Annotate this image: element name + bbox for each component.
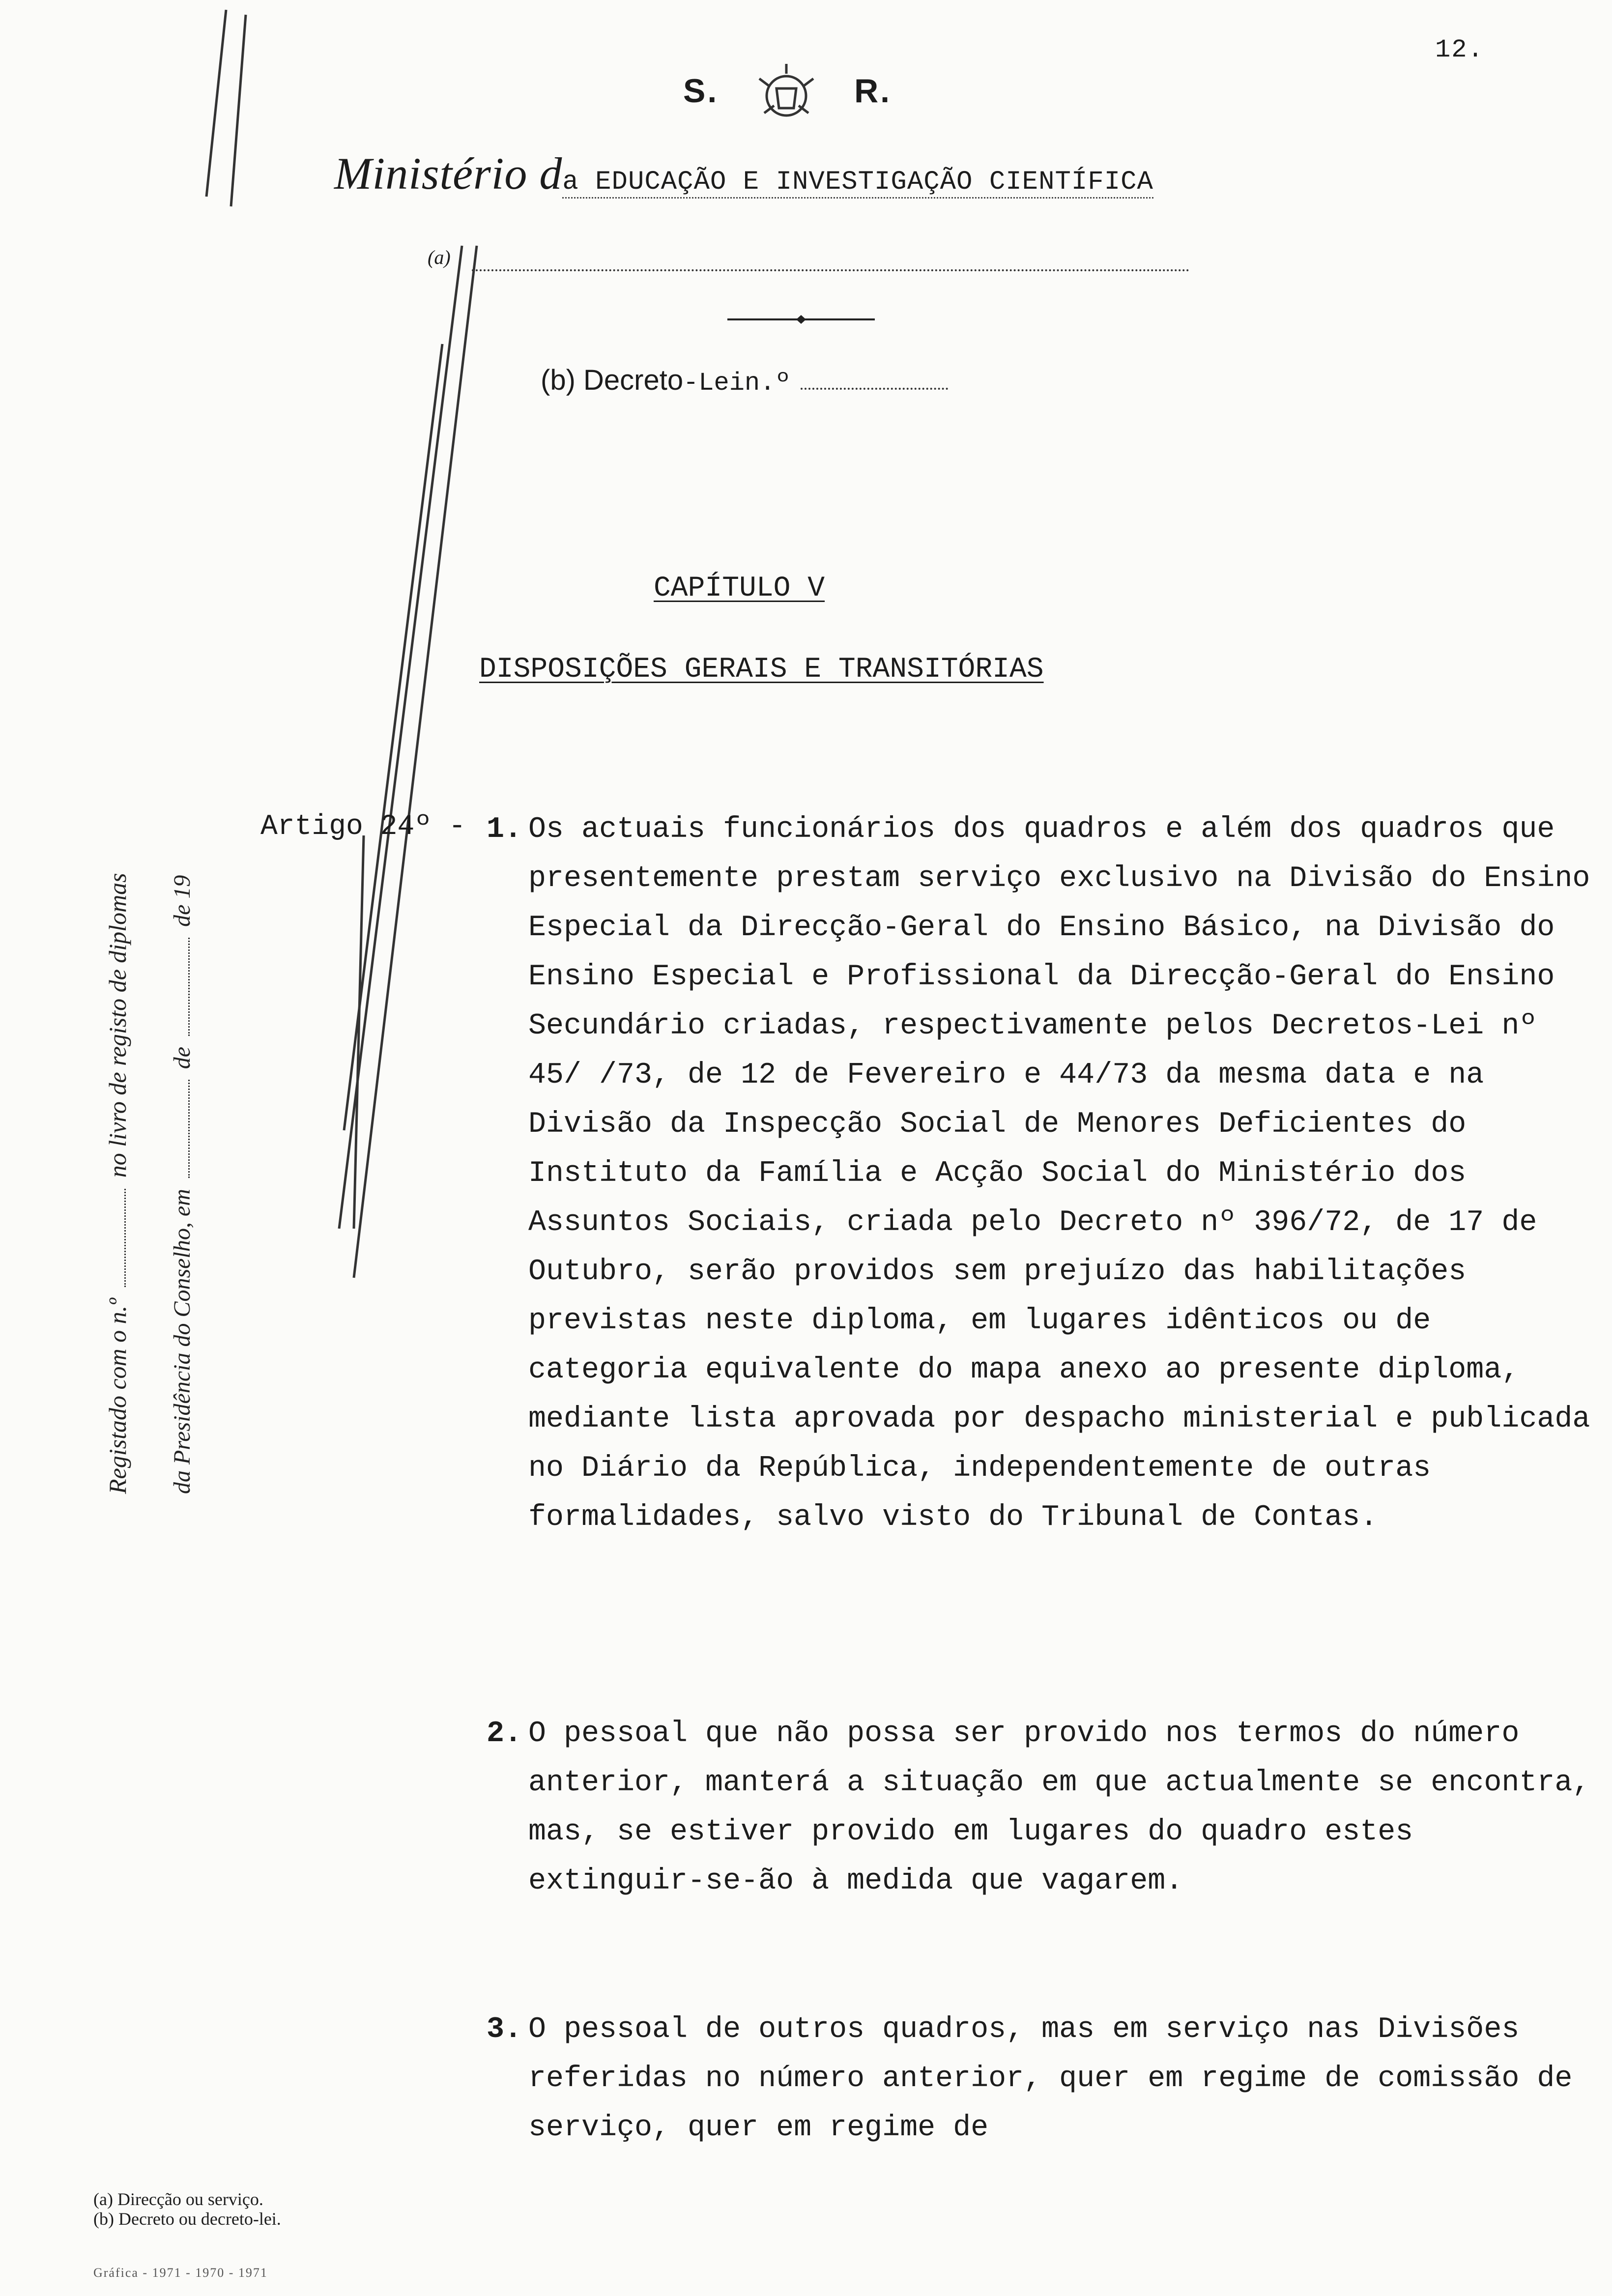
decree-number-line <box>801 388 948 390</box>
decree-label: (b) Decreto <box>541 364 684 396</box>
registration-sidebar <box>103 873 196 1494</box>
footnotes <box>93 2189 281 2229</box>
decree-suffix: -Lein.º <box>683 369 791 398</box>
sidebar-blank <box>124 1189 126 1287</box>
sidebar-row-1 <box>103 873 132 1494</box>
republic-header <box>683 59 892 128</box>
service-field-label: (a) <box>428 246 451 268</box>
paragraph-text: O pessoal de outros quadros, mas em serviço nas Divisões referidas no número anterior, quer em regime de comissão de serviço, quer em regime de <box>528 2013 1573 2145</box>
printer-imprint: Gráfica - 1971 - 1970 - 1971 <box>93 2266 268 2280</box>
coat-of-arms-icon <box>749 59 823 128</box>
sidebar-label: no livro de registo de diplomas <box>104 873 131 1178</box>
paragraph-number: 3. <box>487 2013 522 2046</box>
sidebar-blank <box>188 1080 190 1178</box>
sidebar-label: de <box>169 1046 195 1069</box>
sidebar-blank <box>188 938 190 1036</box>
ministry-name: a EDUCAÇÃO E INVESTIGAÇÃO CIENTÍFICA <box>562 167 1153 199</box>
page-number: 12. <box>1435 35 1484 64</box>
paragraph-number: 1. <box>487 813 522 846</box>
service-field-line <box>472 269 1189 271</box>
article-paragraph-2 <box>487 1709 1605 1906</box>
sidebar-label: de 19 <box>169 875 195 927</box>
sidebar-row-2 <box>169 873 196 1494</box>
ministry-prefix: Ministério d <box>334 148 563 199</box>
header-left-letter: S. <box>683 72 719 110</box>
chapter-subtitle: DISPOSIÇÕES GERAIS E TRANSITÓRIAS <box>479 654 1044 686</box>
footnote-a: (a) Direcção ou serviço. <box>93 2189 263 2209</box>
paragraph-text: Os actuais funcionários dos quadros e além dos quadros que presentemente prestam serviço exclusivo na Divisão do Ensino Especial da Direcção-Geral do Ensino Básico, na Divisão do Ensino Especial e Profissional da Direcção-Geral do Ensino Secundário criadas, respectivamente pelos Decretos-Lei nº 45/ /73, de 12 de Fevereiro e 44/73 da mesma data e na Divisão da Inspecção Social de Menores Deficientes do Instituto da Família e Acção Social do Ministério dos Assuntos Sociais, criada pelo Decreto nº 396/72, de 17 de Outubro, serão providos sem prejuízo das habilitações previstas neste diploma, em lugares idênticos ou de categoria equivalente do mapa anexo ao presente diploma, mediante lista aprovada por despacho ministerial e publicada no Diário da República, independentemente de outras formalidades, salvo visto do Tribunal de Contas. <box>528 813 1590 1534</box>
paragraph-text: O pessoal que não possa ser provido nos termos do número anterior, manterá a situação em que actualmente se encontra, mas, se estiver provido em lugares do quadro estes extinguir-se-ão à medida que vagarem. <box>528 1717 1590 1898</box>
article-paragraph-3 <box>487 2005 1605 2152</box>
ornament-divider <box>727 312 875 327</box>
article-label: Artigo 24º - <box>260 811 466 843</box>
sidebar-label: da Presidência do Conselho, em <box>169 1189 195 1494</box>
paragraph-number: 2. <box>487 1717 522 1751</box>
ministry-line <box>334 147 1153 200</box>
header-right-letter: R. <box>854 72 892 110</box>
chapter-title: CAPÍTULO V <box>654 573 825 604</box>
footnote-b: (b) Decreto ou decreto-lei. <box>93 2209 281 2229</box>
sidebar-label: Registado com o n.º <box>104 1298 131 1494</box>
decree-line <box>541 364 948 398</box>
article-paragraph-1 <box>487 805 1605 1542</box>
